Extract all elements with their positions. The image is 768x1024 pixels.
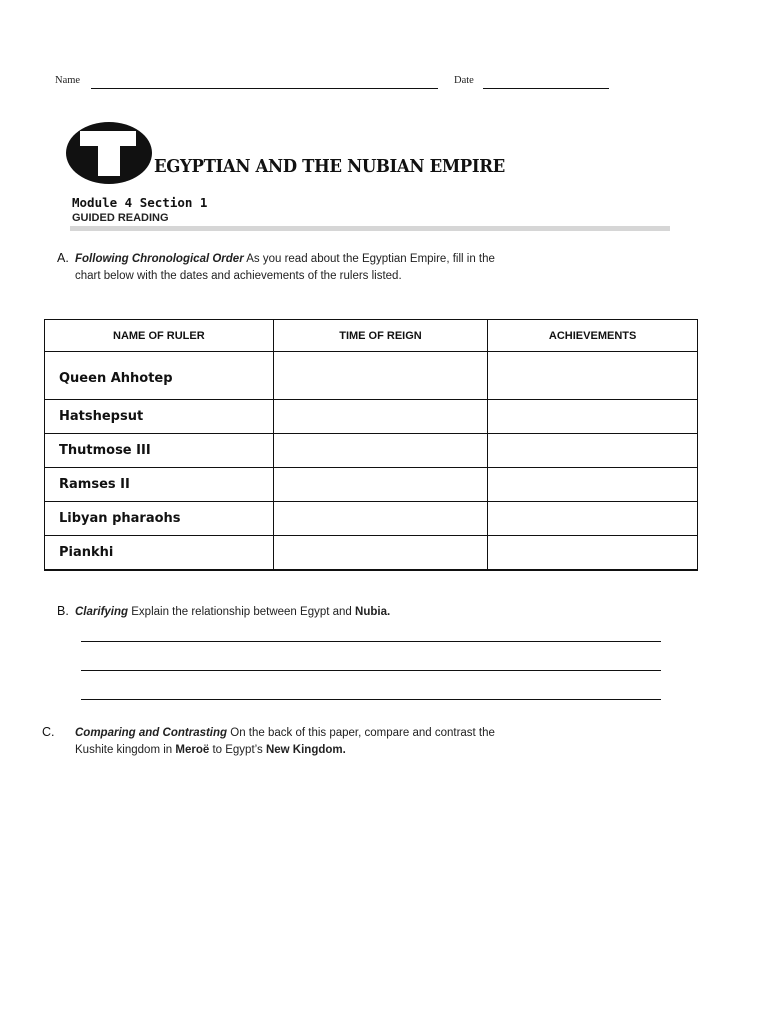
table-row (45, 536, 698, 571)
section-c-skill: Comparing and Contrasting (75, 727, 228, 739)
name-label: Name (55, 75, 81, 86)
logo-badge (66, 122, 152, 184)
reign-cell[interactable] (273, 502, 488, 536)
ruler-name: Hatshepsut (45, 400, 274, 434)
page-title: EGYPTIAN AND THE NUBIAN EMPIRE (154, 156, 505, 177)
answer-line-2[interactable] (81, 670, 661, 671)
header-time-of-reign: TIME OF REIGN (273, 320, 488, 352)
section-a-skill: Following Chronological Order (75, 253, 244, 265)
section-a-text-1: As you read about the Egyptian Empire, fill in the (246, 253, 495, 265)
ruler-name: Libyan pharaohs (45, 502, 274, 536)
section-c-term-meroe: Meroë (175, 744, 210, 756)
section-c-line-1 (75, 725, 635, 742)
reign-cell[interactable] (273, 536, 488, 571)
guided-reading-label: GUIDED READING (72, 212, 169, 224)
achievements-cell[interactable] (488, 434, 698, 468)
achievements-cell[interactable] (488, 400, 698, 434)
section-b-skill: Clarifying (75, 606, 129, 618)
section-c-line-2 (75, 742, 635, 759)
section-c-text-2a: Kushite kingdom in (75, 744, 173, 756)
reign-cell[interactable] (273, 352, 488, 400)
achievements-cell[interactable] (488, 502, 698, 536)
section-b-instructions (75, 604, 635, 621)
ruler-name: Piankhi (45, 536, 274, 571)
section-c-text-2b: to Egypt’s (212, 744, 263, 756)
ruler-name: Queen Ahhotep (45, 352, 274, 400)
section-b-term: Nubia. (355, 606, 391, 618)
section-c-letter: C. (42, 725, 55, 739)
section-c-instructions (75, 725, 635, 759)
header-achievements: ACHIEVEMENTS (488, 320, 698, 352)
achievements-cell[interactable] (488, 536, 698, 571)
section-a-instructions (75, 251, 635, 285)
reign-cell[interactable] (273, 400, 488, 434)
table-row (45, 468, 698, 502)
section-c-term-new-kingdom: New Kingdom. (265, 744, 346, 756)
answer-line-1[interactable] (81, 641, 661, 642)
ruler-name: Thutmose III (45, 434, 274, 468)
achievements-cell[interactable] (488, 468, 698, 502)
table-header-row (45, 320, 698, 352)
section-b-letter: B. (57, 604, 69, 618)
reign-cell[interactable] (273, 468, 488, 502)
achievements-cell[interactable] (488, 352, 698, 400)
header-divider (70, 226, 670, 231)
section-a-line-2: chart below with the dates and achievements of the rulers listed. (75, 270, 402, 282)
section-b-text: Explain the relationship between Egypt and (131, 606, 352, 618)
date-label: Date (454, 75, 474, 86)
answer-line-3[interactable] (81, 699, 661, 700)
table-row (45, 400, 698, 434)
section-c-text-1: On the back of this paper, compare and contrast the (230, 727, 495, 739)
section-a-line-1 (75, 251, 635, 268)
name-field[interactable] (91, 88, 438, 89)
date-field[interactable] (483, 88, 609, 89)
table-row (45, 352, 698, 400)
reign-cell[interactable] (273, 434, 488, 468)
rulers-table (44, 319, 698, 571)
table-row (45, 502, 698, 536)
header-name-of-ruler: NAME OF RULER (45, 320, 274, 352)
section-a-letter: A. (57, 251, 69, 265)
ruler-name: Ramses II (45, 468, 274, 502)
t-letter-icon (66, 122, 152, 184)
module-label: Module 4 Section 1 (72, 195, 208, 210)
table-row (45, 434, 698, 468)
